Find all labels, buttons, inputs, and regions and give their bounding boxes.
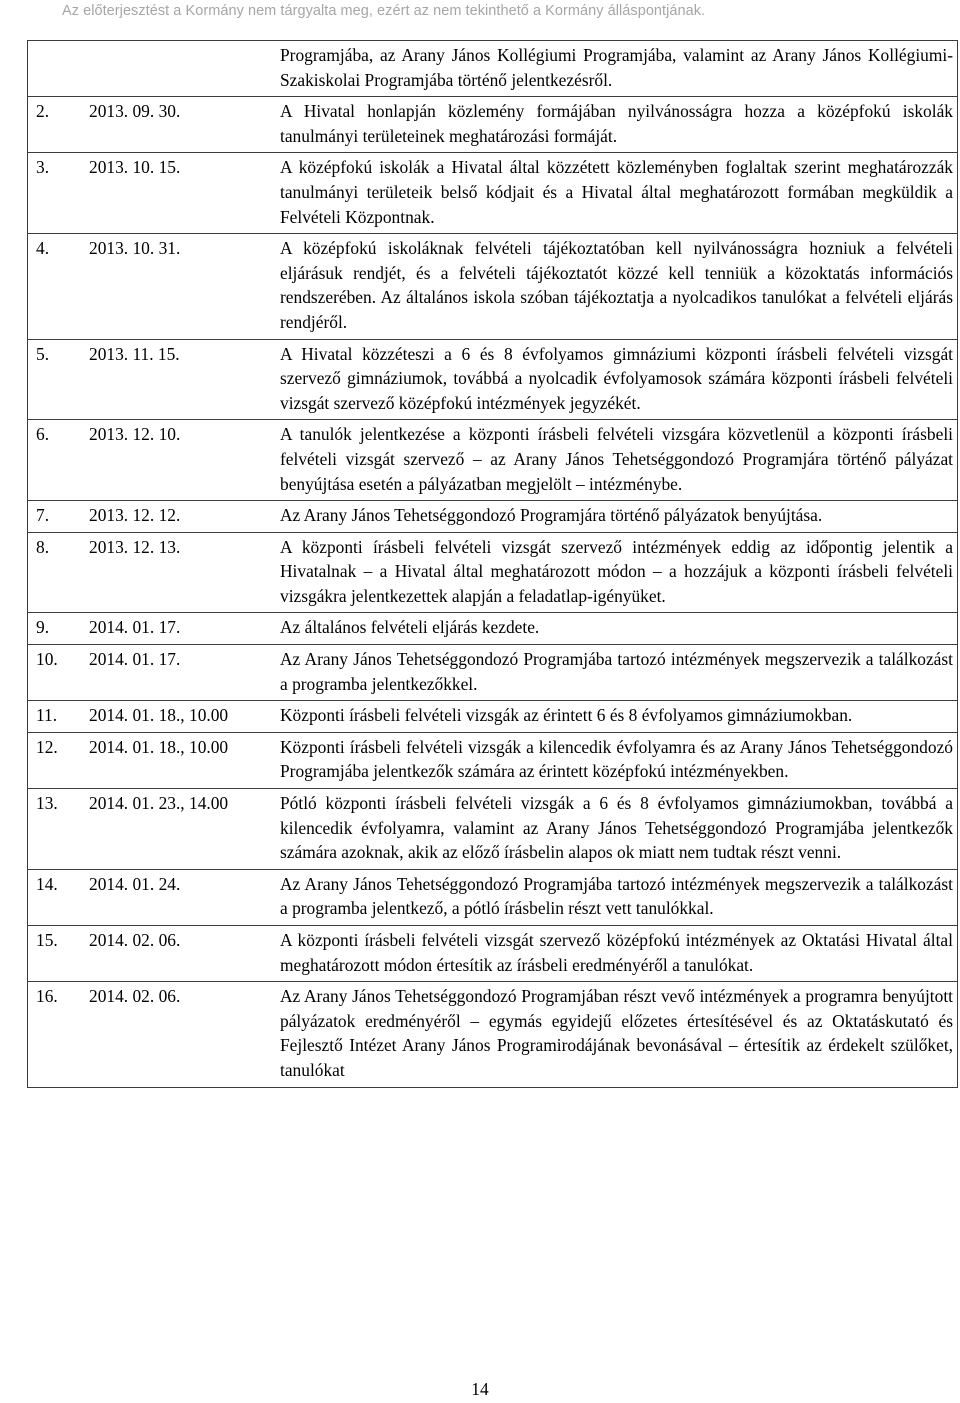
row-description: Pótló központi írásbeli felvételi vizsgák a 6 és 8 évfolyamos gimnáziumokban, továbbá a kilencedik évfolyamra, valamint az Arany János Tehetséggondozó Programjába jelentkezők számára azoknak, akik az előző írásbelin alapos ok miatt nem tudtak részt venni. — [269, 789, 958, 870]
table-row — [28, 153, 958, 234]
page-number: 14 — [471, 1379, 489, 1399]
row-number: 6. — [28, 420, 90, 501]
row-number: 14. — [28, 869, 90, 925]
row-number — [28, 41, 90, 97]
row-date: 2013. 09. 30. — [89, 97, 269, 153]
row-date: 2013. 12. 12. — [89, 501, 269, 533]
row-number: 5. — [28, 339, 90, 420]
row-date: 2014. 02. 06. — [89, 926, 269, 982]
row-date: 2013. 11. 15. — [89, 339, 269, 420]
table-row — [28, 732, 958, 788]
row-date: 2013. 12. 13. — [89, 532, 269, 613]
table-row — [28, 420, 958, 501]
schedule-table — [27, 40, 958, 1088]
row-number: 10. — [28, 645, 90, 701]
row-date: 2013. 10. 15. — [89, 153, 269, 234]
table-row — [28, 701, 958, 733]
row-number: 9. — [28, 613, 90, 645]
row-date: 2013. 12. 10. — [89, 420, 269, 501]
row-date: 2014. 01. 18., 10.00 — [89, 701, 269, 733]
row-number: 2. — [28, 97, 90, 153]
row-description: Az Arany János Tehetséggondozó Programjába tartozó intézmények megszervezik a találkozást a programba jelentkező, a pótló írásbelin részt vett tanulókkal. — [269, 869, 958, 925]
row-number: 12. — [28, 732, 90, 788]
row-date: 2014. 01. 18., 10.00 — [89, 732, 269, 788]
row-description: Az Arany János Tehetséggondozó Programjába tartozó intézmények megszervezik a találkozást a programba jelentkezőkkel. — [269, 645, 958, 701]
row-number: 15. — [28, 926, 90, 982]
table-row — [28, 501, 958, 533]
row-description: A Hivatal közzéteszi a 6 és 8 évfolyamos gimnáziumi központi írásbeli felvételi vizsgát szervező gimnáziumok, továbbá a nyolcadik évfolyamosok számára központi írásbeli felvételi vizsgát szervező középfokú intézmények jegyzékét. — [269, 339, 958, 420]
row-description: Központi írásbeli felvételi vizsgák a kilencedik évfolyamra és az Arany János Tehetséggondozó Programjába jelentkezők számára az érintett középfokú intézményekben. — [269, 732, 958, 788]
row-date: 2013. 10. 31. — [89, 234, 269, 339]
table-row — [28, 234, 958, 339]
row-description: A központi írásbeli felvételi vizsgát szervező középfokú intézmények az Oktatási Hivatal által meghatározott módon értesítik az írásbeli eredményéről a tanulókat. — [269, 926, 958, 982]
row-description: A tanulók jelentkezése a központi írásbeli felvételi vizsgára közvetlenül a központi írásbeli felvételi vizsgát szervező – az Arany János Tehetséggondozó Programjára történő pályázat benyújtása esetén a pályázatban megjelölt – intézménybe. — [269, 420, 958, 501]
row-description: Az Arany János Tehetséggondozó Programjában részt vevő intézmények a programra benyújtott pályázatok eredményéről – egymás egyidejű előzetes értesítésével és az Oktatáskutató és Fejlesztő Intézet Arany János Programirodájának bevonásával – értesítik az érdekelt szülőket, tanulókat — [269, 982, 958, 1087]
row-number: 16. — [28, 982, 90, 1087]
table-row — [28, 926, 958, 982]
row-description: Az Arany János Tehetséggondozó Programjára történő pályázatok benyújtása. — [269, 501, 958, 533]
row-number: 8. — [28, 532, 90, 613]
row-date: 2014. 01. 17. — [89, 645, 269, 701]
row-date: 2014. 02. 06. — [89, 982, 269, 1087]
table-row — [28, 613, 958, 645]
row-description: Az általános felvételi eljárás kezdete. — [269, 613, 958, 645]
row-number: 11. — [28, 701, 90, 733]
row-date — [89, 41, 269, 97]
row-description: A középfokú iskolák a Hivatal által közzétett közleményben foglaltak szerint meghatározzák tanulmányi területeik belső kódjait és a Hivatal által meghatározott formában megküldik a Felvételi Központnak. — [269, 153, 958, 234]
row-description: Központi írásbeli felvételi vizsgák az érintett 6 és 8 évfolyamos gimnáziumokban. — [269, 701, 958, 733]
table-row — [28, 97, 958, 153]
table-row — [28, 532, 958, 613]
row-description: A Hivatal honlapján közlemény formájában nyilvánosságra hozza a középfokú iskolák tanulmányi területeinek meghatározási formáját. — [269, 97, 958, 153]
row-number: 7. — [28, 501, 90, 533]
row-description: A középfokú iskoláknak felvételi tájékoztatóban kell nyilvánosságra hozniuk a felvételi eljárásuk rendjét, és a felvételi tájékoztatót közzé kell tenniük a közoktatás információs rendszerében. Az általános iskola szóban tájékoztatja a nyolcadikos tanulókat a felvételi eljárás rendjéről. — [269, 234, 958, 339]
row-date: 2014. 01. 23., 14.00 — [89, 789, 269, 870]
table-row — [28, 41, 958, 97]
table-row — [28, 789, 958, 870]
table-row — [28, 869, 958, 925]
row-number: 13. — [28, 789, 90, 870]
table-row — [28, 339, 958, 420]
row-date: 2014. 01. 17. — [89, 613, 269, 645]
row-description: A központi írásbeli felvételi vizsgát szervező intézmények eddig az időpontig jelentik a Hivatalnak – a Hivatal által meghatározott módon – a hozzájuk a központi írásbeli felvételi vizsgákra jelentkezettek alapján a feladatlap-igényüket. — [269, 532, 958, 613]
schedule-body — [28, 41, 958, 1088]
row-number: 3. — [28, 153, 90, 234]
row-date: 2014. 01. 24. — [89, 869, 269, 925]
header-bar — [0, 0, 960, 24]
row-description: Programjába, az Arany János Kollégiumi Programjába, valamint az Arany János Kollégiumi-Szakiskolai Programjába történő jelentkezésről. — [269, 41, 958, 97]
row-number: 4. — [28, 234, 90, 339]
table-row — [28, 645, 958, 701]
table-row — [28, 982, 958, 1087]
header-disclaimer: Az előterjesztést a Kormány nem tárgyalta meg, ezért az nem tekinthető a Kormány álláspontjának. — [62, 3, 706, 19]
